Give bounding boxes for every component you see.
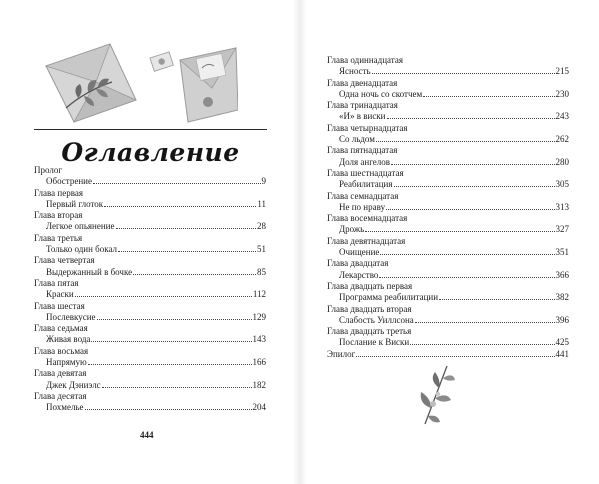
toc-entry [34,289,266,300]
toc-chapter-label: Пролог [34,165,63,175]
page-number: 444 [140,430,154,440]
dot-leader [88,357,252,365]
toc-chapter-label: Глава четвертая [34,255,95,266]
toc-chapter-label: Глава шестая [34,300,85,311]
toc-chapter-label: Глава одиннадцатая [327,55,403,65]
toc-entry-page: 382 [555,292,569,303]
toc-entry-page: 366 [555,269,569,280]
toc-chapter-label: Глава двадцать первая [327,280,413,291]
toc-entry [34,244,266,255]
dot-leader [391,157,554,165]
toc-entry [327,224,569,235]
toc-entry [34,380,266,391]
toc-entry-title: Напрямую [46,357,87,368]
toc-chapter-label: Глава двадцать третья [327,326,412,337]
envelopes-illustration [38,38,238,130]
toc-right-column [327,55,569,360]
toc-entry-title: Реабилитация [339,179,393,190]
toc-entry [327,134,569,145]
toc-chapter-label: Глава двадцать вторая [327,303,412,314]
toc-entry-page: 351 [555,247,569,258]
toc-entry [327,202,569,213]
dot-leader [439,292,554,300]
toc-entry-page: 313 [555,201,569,212]
toc-entry-title: Послание к Виски [339,337,410,348]
toc-chapter-label: Глава третья [34,232,83,243]
toc-chapter-label: Глава вторая [34,210,83,221]
toc-entry-title: Со льдом [339,134,375,145]
toc-entry-title: Только один бокал [46,244,118,255]
toc-entry [34,402,266,413]
toc-entry-title: Лекарство [339,269,379,280]
toc-entry-page: 28 [257,221,266,232]
toc-entry-title: Живая вода [46,334,91,345]
dot-leader [410,337,554,345]
toc-entry [327,157,569,168]
toc-entry [327,270,569,281]
dot-leader [356,349,554,357]
toc-chapter-label: Глава восемнадцатая [327,213,408,224]
dot-leader [372,66,555,74]
book-gutter [293,0,307,484]
toc-entry-title: Доля ангелов [339,156,391,167]
toc-entry-page: 441 [555,348,569,359]
dot-leader [380,247,554,255]
toc-entry-page: 166 [252,357,266,368]
toc-chapter-label: Глава пятая [34,277,79,288]
toc-entry-title: Джек Дэниэлс [46,379,101,390]
toc-entry-title: «И» в виски [339,111,386,122]
toc-entry-page: 85 [257,266,266,277]
toc-entry-page: 112 [252,289,266,300]
right-page [300,0,599,484]
toc-chapter-label: Глава четырнадцатая [327,122,408,133]
toc-entry-title: Выдержанный в бочке [46,266,133,277]
title-rule [34,129,267,130]
toc-entry-page: 204 [252,402,266,413]
toc-entry-page: 396 [555,314,569,325]
toc-entry [327,111,569,122]
toc-entry-title: Похмелье [46,402,84,413]
toc-chapter-label: Глава восьмая [34,345,89,356]
toc-entry [34,334,266,345]
dot-leader [386,202,554,210]
toc-entry [327,292,569,303]
toc-left-column [34,165,266,414]
dot-leader [97,312,252,320]
dot-leader [379,270,554,278]
toc-entry-page: 11 [257,198,266,209]
toc-entry-title: Не по нраву [339,201,386,212]
toc-chapter-label: Глава девятая [34,368,87,379]
toc-entry-page: 230 [555,88,569,99]
dot-leader [85,402,252,410]
toc-entry [327,247,569,258]
toc-entry-page: 425 [555,337,569,348]
toc-entry-title: Дрожь [339,224,365,235]
dot-leader [133,267,256,275]
toc-entry-title: Программа реабилитации [339,292,439,303]
toc-entry-page: 327 [555,224,569,235]
toc-chapter-label: Глава пятнадцатая [327,145,398,156]
dot-leader [116,221,257,229]
toc-chapter-label: Глава тринадцатая [327,100,398,111]
toc-entry [327,89,569,100]
toc-entry-title: Слабость Уиллсона [339,314,414,325]
toc-entry-page: 129 [252,311,266,322]
dot-leader [104,199,256,207]
toc-entry [34,312,266,323]
dot-leader [376,134,555,142]
dot-leader [75,289,252,297]
toc-chapter-label: Глава седьмая [34,323,88,334]
toc-entry-page: 182 [252,379,266,390]
toc-entry [34,357,266,368]
toc-entry [327,315,569,326]
toc-entry-page: 51 [257,244,266,255]
toc-entry-title: Очищение [339,247,380,258]
toc-entry-page: 9 [261,176,266,187]
toc-entry [327,337,569,348]
toc-entry [327,179,569,190]
toc-entry [34,267,266,278]
dot-leader [91,334,251,342]
toc-entry [34,176,266,187]
toc-chapter-label: Глава шестнадцатая [327,167,404,178]
toc-entry [327,349,569,360]
dot-leader [415,315,555,323]
page-title: Оглавление [61,138,240,167]
toc-chapter-label: Глава первая [34,187,83,198]
sprig-illustration [417,360,457,428]
dot-leader [93,176,261,184]
dot-leader [365,224,554,232]
toc-entry [327,66,569,77]
toc-chapter-label: Глава десятая [34,390,87,401]
toc-entry-page: 243 [555,111,569,122]
toc-chapter-label: Глава двенадцатая [327,77,398,88]
toc-entry [34,199,266,210]
dot-leader [387,111,555,119]
toc-entry-page: 143 [252,334,266,345]
dot-leader [423,89,554,97]
dot-leader [102,380,252,388]
toc-entry-title: Первый глоток [46,198,104,209]
toc-entry-page: 215 [555,66,569,77]
toc-entry-title: Послевкусие [46,311,96,322]
toc-entry-title: Эпилог [327,348,356,359]
toc-entry-page: 280 [555,156,569,167]
toc-entry-title: Обострение [46,176,92,187]
toc-entry-title: Одна ночь со скотчем [339,88,423,99]
toc-entry-title: Легкое опьянение [46,221,115,232]
toc-entry [34,221,266,232]
dot-leader [394,179,555,187]
toc-entry-page: 305 [555,179,569,190]
toc-chapter-label: Глава двадцатая [327,258,389,269]
toc-chapter-label: Глава девятнадцатая [327,235,406,246]
toc-entry-page: 262 [555,134,569,145]
toc-chapter-label: Глава семнадцатая [327,190,399,201]
toc-entry-title: Ясность [339,66,371,77]
dot-leader [118,244,256,252]
toc-entry-title: Краски [46,289,74,300]
